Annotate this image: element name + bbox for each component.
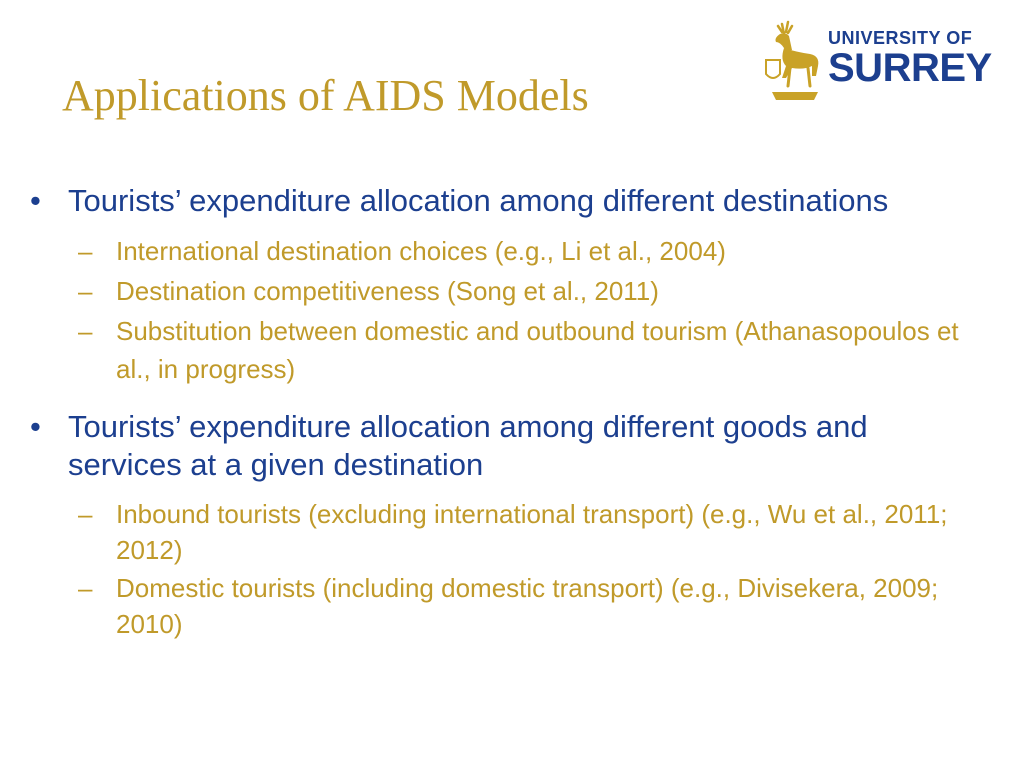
slide-title: Applications of AIDS Models xyxy=(62,71,589,120)
bullet-text: Tourists’ expenditure allocation among different goods and services at a given destination xyxy=(68,409,868,482)
stag-icon xyxy=(762,20,824,104)
slide-content xyxy=(30,182,980,662)
sub-bullet-list xyxy=(30,496,980,642)
sub-bullet-marker: – xyxy=(78,316,93,346)
logo-line-university-of: UNIVERSITY OF xyxy=(828,28,973,48)
sub-bullet-item xyxy=(30,272,980,310)
sub-bullet-text: Substitution between domestic and outbound tourism (Athanasopoulos et al., in progress) xyxy=(116,316,959,384)
sub-bullet-marker: – xyxy=(78,236,93,266)
bullet-text: Tourists’ expenditure allocation among different destinations xyxy=(68,183,889,218)
sub-bullet-item xyxy=(30,496,980,568)
sub-bullet-marker: – xyxy=(78,573,93,603)
bullet-marker: • xyxy=(30,183,41,218)
sub-bullet-item xyxy=(30,312,980,388)
logo-wordmark xyxy=(828,28,992,88)
bullet-item xyxy=(30,408,980,484)
sub-bullet-item xyxy=(30,570,980,642)
sub-bullet-text: Destination competitiveness (Song et al., 2011) xyxy=(116,276,659,306)
bullet-marker: • xyxy=(30,409,41,444)
sub-bullet-item xyxy=(30,232,980,270)
logo-line-surrey: SURREY xyxy=(828,46,992,90)
sub-bullet-text: Inbound tourists (excluding international transport) (e.g., Wu et al., 2011; 2012) xyxy=(116,499,948,565)
sub-bullet-marker: – xyxy=(78,499,93,529)
university-logo xyxy=(762,20,994,106)
sub-bullet-text: International destination choices (e.g., Li et al., 2004) xyxy=(116,236,726,266)
bullet-item xyxy=(30,182,980,220)
sub-bullet-list xyxy=(30,232,980,388)
sub-bullet-marker: – xyxy=(78,276,93,306)
sub-bullet-text: Domestic tourists (including domestic transport) (e.g., Divisekera, 2009; 2010) xyxy=(116,573,939,639)
